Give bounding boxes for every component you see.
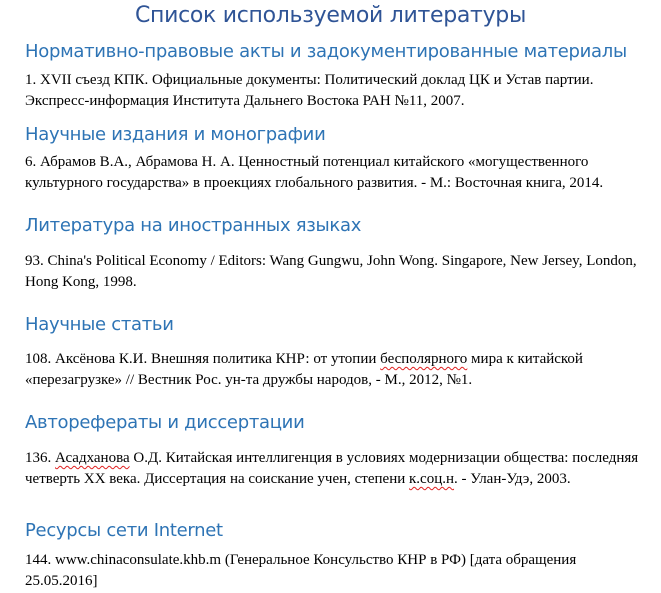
document-title: Список используемой литературы: [134, 3, 527, 28]
bibliography-entry-6: 6. Абрамов В.А., Абрамова Н. А. Ценностный потенциал китайского «могущественного культурного государства» в проекциях глобального развития. - М.: Восточная книга, 2014.: [25, 154, 604, 191]
section-heading-internet-resources: Ресурсы сети Internet: [25, 520, 223, 541]
bibliography-entry-136: [25, 448, 645, 490]
spellcheck-flagged-word[interactable]: Асадханова: [55, 450, 130, 466]
section-heading-foreign-literature: Литература на иностранных языках: [25, 215, 362, 236]
spellcheck-flagged-word[interactable]: к.соц.н: [409, 471, 455, 487]
entry-text: 108. Аксёнова К.И. Внешняя политика КНР: от утопии: [25, 351, 381, 367]
section-heading-legal-acts: Нормативно-правовые акты и задокументированные материалы: [25, 41, 627, 62]
entry-text: О.Д. Китайская интеллигенция в условиях модернизации общества: последняя четверть XX века. Диссертация на соискание учен, степени: [25, 450, 639, 487]
entry-text: . - Улан-Удэ, 2003.: [454, 471, 571, 487]
bibliography-entry-144: 144. www.chinaconsulate.khb.m (Генеральное Консульство КНР в РФ) [дата обращения 25.05.2016]: [25, 552, 577, 589]
section-heading-monographs: Научные издания и монографии: [25, 124, 326, 145]
bibliography-entry-108: [25, 349, 645, 391]
section-heading-dissertations: Авторефераты и диссертации: [25, 412, 305, 433]
entry-text: мира к китайской «перезагрузке» // Вестник Рос. ун-та дружбы народов, - М., 2012, №1.: [25, 351, 583, 388]
entry-text: 136.: [25, 450, 55, 466]
section-heading-articles: Научные статьи: [25, 314, 174, 335]
bibliography-entry-1: 1. XVII съезд КПК. Официальные документы: Политический доклад ЦК и Устав партии. Экспресс-информация Института Дальнего Востока РАН №11, 2007.: [25, 72, 594, 109]
spellcheck-flagged-word[interactable]: бесполярного: [380, 351, 468, 367]
bibliography-entry-93: 93. China's Political Economy / Editors: Wang Gungwu, John Wong. Singapore, New Jersey, London, Hong Kong, 1998.: [25, 253, 637, 290]
